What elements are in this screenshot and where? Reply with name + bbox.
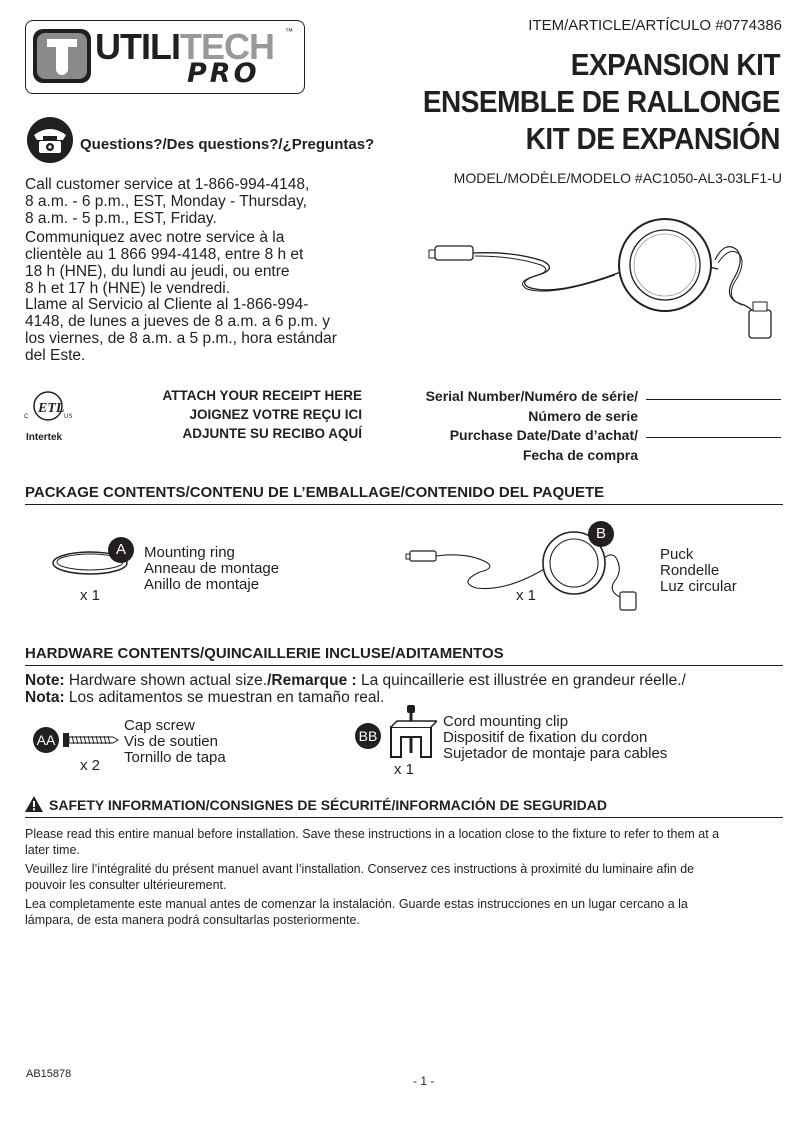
- etl-right-text: US: [64, 414, 73, 420]
- brand-logo-mark: [31, 27, 93, 85]
- cord-clip-illustration: [385, 703, 437, 761]
- item-a-labels: Mounting ring Anneau de montage Anillo de montaje: [144, 544, 280, 593]
- item-a-quantity: x 1: [80, 587, 101, 604]
- etl-left-text: C: [24, 414, 29, 420]
- safety-paragraph-es: Lea completamente este manual antes de comenzar la instalación. Guarde estas instrucciones en un lugar cercano a la lámpara, de esta manera podrá consultarlas posteriormente.: [25, 897, 688, 927]
- cap-screw-illustration: [62, 731, 120, 749]
- safety-paragraph-fr: Veuillez lire l’intégralité du présent manuel avant l’installation. Conservez ces instructions à proximité du luminaire afin de pouvoir les consulter ultérieurement.: [25, 862, 695, 892]
- item-b-quantity: x 1: [516, 587, 537, 604]
- item-aa-badge: AA: [33, 727, 59, 753]
- title-fr: ENSEMBLE DE RALLONGE: [422, 85, 780, 119]
- brand-wordmark: UTILITECH: [95, 26, 274, 67]
- hardware-note: Note: Hardware shown actual size./Remarque : La quincaillerie est illustrée en grandeur réelle./ Nota: Los aditamentos se muestran en tamaño real.: [25, 672, 686, 706]
- etl-word-text: Intertek: [26, 432, 63, 442]
- attach-receipt-text: ATTACH YOUR RECEIPT HERE JOIGNEZ VOTRE REÇU ICI ADJUNTE SU RECIBO AQUÍ: [162, 388, 362, 441]
- document-code: AB15878: [26, 1068, 72, 1080]
- item-b-badge: B: [588, 521, 614, 547]
- product-illustration: [415, 210, 785, 350]
- serial-purchase-labels: Serial Number/Numéro de série/ Número de serie Purchase Date/Date d’achat/ Fecha de compra: [425, 388, 638, 463]
- model-number: MODEL/MODÈLE/MODELO #AC1050-AL3-03LF1-U: [453, 170, 782, 186]
- hardware-contents-heading: HARDWARE CONTENTS/QUINCAILLERIE INCLUSE/ADITAMENTOS: [25, 645, 504, 662]
- warning-icon: [25, 796, 43, 812]
- customer-service-en: Call customer service at 1-866-994-4148, 8 a.m. - 6 p.m., EST, Monday - Thursday, 8 a.m. - 5 p.m., EST, Friday.: [25, 176, 310, 227]
- item-aa-labels: Cap screw Vis de soutien Tornillo de tapa: [124, 717, 226, 766]
- item-bb-quantity: x 1: [394, 761, 415, 778]
- divider: [25, 817, 783, 818]
- safety-paragraph-en: Please read this entire manual before installation. Save these instructions in a location close to the fixture to refer to them at a later time.: [25, 827, 720, 857]
- etl-certification-mark: [22, 384, 78, 442]
- item-number: ITEM/ARTICLE/ARTÍCULO #0774386: [528, 17, 782, 34]
- safety-heading: SAFETY INFORMATION/CONSIGNES DE SÉCURITÉ/INFORMACIÓN DE SEGURIDAD: [49, 797, 607, 813]
- customer-service-es: Llame al Servicio al Cliente al 1-866-994- 4148, de lunes a jueves de 8 a.m. a 6 p.m. y los viernes, de 8 a.m. a 5 p.m., hora estándar del Este.: [25, 296, 337, 364]
- brand-sub: PRO: [187, 58, 260, 89]
- customer-service-fr: Communiquez avec notre service à la clientèle au 1 866 994-4148, entre 8 h et 18 h (HNE), du lundi au jeudi, ou entre 8 h et 17 h (HNE) le vendredi.: [25, 229, 304, 297]
- puck-illustration: [402, 528, 652, 618]
- purchase-date-blank[interactable]: [646, 437, 781, 438]
- item-bb-labels: Cord mounting clip Dispositif de fixation du cordon Sujetador de montaje para cables: [443, 713, 668, 762]
- questions-heading: Questions?/Des questions?/¿Preguntas?: [80, 136, 375, 153]
- item-aa-quantity: x 2: [80, 757, 101, 774]
- title-en: EXPANSION KIT: [570, 48, 780, 82]
- item-bb-badge: BB: [355, 723, 381, 749]
- serial-number-blank[interactable]: [646, 399, 781, 400]
- divider: [25, 665, 783, 666]
- item-a-badge: A: [108, 537, 134, 563]
- item-b-labels: Puck Rondelle Luz circular: [660, 546, 737, 595]
- etl-mark-text: ETL: [38, 401, 65, 416]
- trademark-symbol: ™: [285, 27, 293, 36]
- page-number: - 1 -: [413, 1074, 435, 1088]
- divider: [25, 504, 783, 505]
- phone-icon: [25, 115, 75, 165]
- package-contents-heading: PACKAGE CONTENTS/CONTENU DE L’EMBALLAGE/CONTENIDO DEL PAQUETE: [25, 484, 605, 501]
- title-es: KIT DE EXPANSIÓN: [525, 122, 780, 156]
